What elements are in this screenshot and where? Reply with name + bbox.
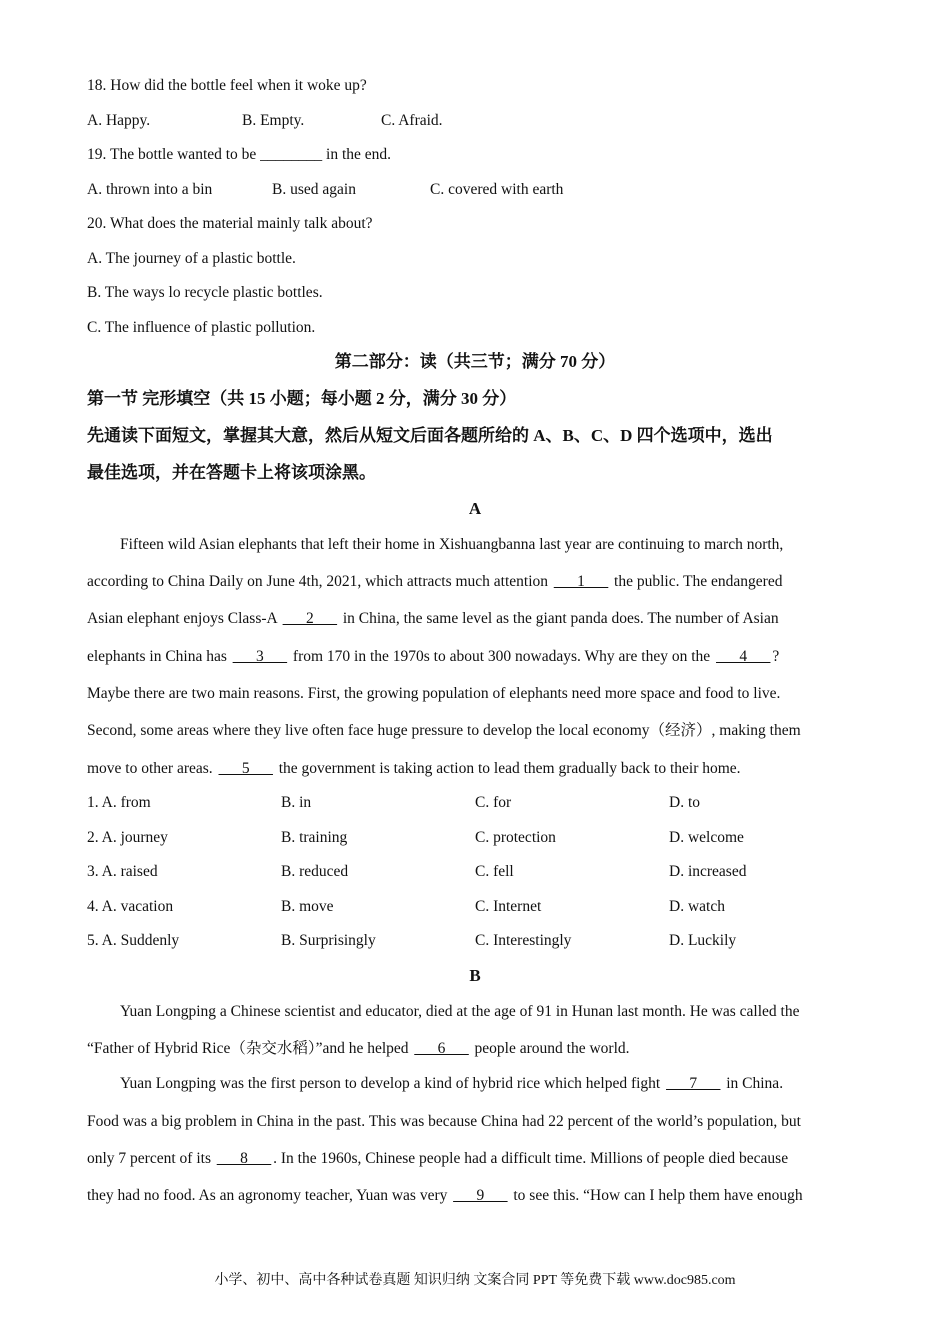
question-20-option-b: B. The ways lo recycle plastic bottles. — [87, 284, 323, 301]
q4-option-b: B. move — [281, 898, 334, 915]
passage-b-line-3 — [87, 1074, 862, 1094]
passage-b-text: Yuan Longping was the first person to develop a kind of hybrid rice which helped fight — [120, 1075, 665, 1092]
passage-b-text: in China. — [722, 1075, 784, 1092]
question-19-option-a: A. thrown into a bin — [87, 181, 213, 198]
question-18-stem: 18. How did the bottle feel when it woke up? — [87, 77, 367, 94]
passage-a-line-4 — [87, 647, 862, 667]
question-18-option-b: B. Empty. — [242, 112, 305, 129]
instructions-line-1: 先通读下面短文，掌握其大意，然后从短文后面各题所给的 A、B、C、D 四个选项中，选出 — [87, 426, 773, 445]
q3-option-c: C. fell — [475, 863, 514, 880]
q4-option-d: D. watch — [669, 898, 725, 915]
passage-a-text: move to other areas. — [87, 760, 217, 777]
passage-a-text: the public. The endangered — [610, 573, 783, 590]
question-20-stem: 20. What does the material mainly talk about? — [87, 215, 373, 232]
question-20-option-c: C. The influence of plastic pollution. — [87, 319, 316, 336]
passage-b-line-2 — [87, 1039, 862, 1059]
passage-a-line-1 — [87, 535, 862, 555]
passage-a-text: from 170 in the 1970s to about 300 nowadays. Why are they on the — [289, 648, 715, 665]
question-20-option-a: A. The journey of a plastic bottle. — [87, 250, 296, 267]
blank-3: ___3___ — [232, 648, 288, 665]
blank-8: ___8___ — [216, 1150, 272, 1167]
passage-b-text: they had no food. As an agronomy teacher, Yuan was very — [87, 1187, 452, 1204]
passage-b-line-4 — [87, 1112, 862, 1132]
q2-option-d: D. welcome — [669, 829, 744, 846]
q2-option-c: C. protection — [475, 829, 556, 846]
question-18-option-c: C. Afraid. — [381, 112, 443, 129]
question-19-option-b: B. used again — [272, 181, 356, 198]
passage-a-line-6 — [87, 721, 862, 741]
blank-7: ___7___ — [666, 1075, 721, 1092]
q4-option-c: C. Internet — [475, 898, 542, 915]
blank-4: ___4___ — [716, 648, 771, 665]
passage-a-text: in China, the same level as the giant panda does. The number of Asian — [338, 610, 779, 627]
q2-option-b: B. training — [281, 829, 348, 846]
question-19-option-c: C. covered with earth — [430, 181, 564, 198]
passage-b-line-1 — [87, 1002, 862, 1022]
passage-a-text: ? — [772, 648, 780, 665]
passage-a-text: the government is taking action to lead them gradually back to their home. — [274, 760, 741, 777]
passage-a-line-3 — [87, 609, 862, 629]
q1-option-d: D. to — [669, 794, 700, 811]
passage-b-label: B — [469, 966, 481, 985]
q1-option-b: B. in — [281, 794, 312, 811]
passage-b-line-6 — [87, 1186, 862, 1206]
passage-b-text: people around the world. — [470, 1040, 630, 1057]
q3-option-d: D. increased — [669, 863, 747, 880]
passage-a-label: A — [468, 499, 482, 518]
blank-6: ___6___ — [414, 1040, 469, 1057]
question-18-option-a: A. Happy. — [87, 112, 151, 129]
blank-9: ___9___ — [453, 1187, 508, 1204]
passage-b-text: Yuan Longping a Chinese scientist and educator, died at the age of 91 in Hunan last month. He was called the — [120, 1003, 800, 1020]
passage-b-text: . In the 1960s, Chinese people had a difficult time. Millions of people died because — [273, 1150, 789, 1167]
question-19-stem: 19. The bottle wanted to be ________ in the end. — [87, 146, 392, 163]
passage-a-text: Second, some areas where they live often face huge pressure to develop the local economy（经济）, making them — [87, 722, 801, 739]
part-two-title: 第二部分：读（共三节；满分 70 分） — [334, 352, 616, 371]
passage-b-line-5 — [87, 1149, 862, 1169]
passage-a-line-5 — [87, 684, 862, 704]
q1-option-a: 1. A. from — [87, 794, 151, 811]
passage-b-text: to see this. “How can I help them have enough — [509, 1187, 803, 1204]
q5-option-b: B. Surprisingly — [281, 932, 376, 949]
blank-2: ___2___ — [282, 610, 337, 627]
q3-option-b: B. reduced — [281, 863, 349, 880]
page-footer: 小学、初中、高中各种试卷真题 知识归纳 文案合同 PPT 等免费下载 www.doc985.com — [214, 1273, 736, 1288]
q5-option-d: D. Luckily — [669, 932, 737, 949]
blank-1: ___1___ — [553, 573, 609, 590]
passage-a-text: elephants in China has — [87, 648, 231, 665]
q3-option-a: 3. A. raised — [87, 863, 158, 880]
q5-option-c: C. Interestingly — [475, 932, 572, 949]
instructions-line-2: 最佳选项，并在答题卡上将该项涂黑。 — [87, 463, 376, 482]
passage-b-text: only 7 percent of its — [87, 1150, 215, 1167]
q4-option-a: 4. A. vacation — [87, 898, 174, 915]
q5-option-a: 5. A. Suddenly — [87, 932, 180, 949]
passage-a-text: according to China Daily on June 4th, 2021, which attracts much attention — [87, 573, 552, 590]
passage-a-text: Maybe there are two main reasons. First, the growing population of elephants need more space and food to live. — [87, 685, 781, 702]
q2-option-a: 2. A. journey — [87, 829, 168, 846]
passage-a-text: Fifteen wild Asian elephants that left their home in Xishuangbanna last year are continuing to march north, — [120, 536, 784, 553]
q1-option-c: C. for — [475, 794, 512, 811]
section-one-title: 第一节 完形填空（共 15 小题；每小题 2 分，满分 30 分） — [87, 389, 517, 408]
passage-a-line-7 — [87, 759, 862, 779]
passage-a-line-2 — [87, 572, 862, 592]
passage-b-text: “Father of Hybrid Rice（杂交水稻）”and he helped — [87, 1040, 413, 1057]
passage-a-text: Asian elephant enjoys Class-A — [87, 610, 281, 627]
passage-b-text: Food was a big problem in China in the past. This was because China had 22 percent of the world’s population, but — [87, 1113, 801, 1130]
blank-5: ___5___ — [218, 760, 273, 777]
